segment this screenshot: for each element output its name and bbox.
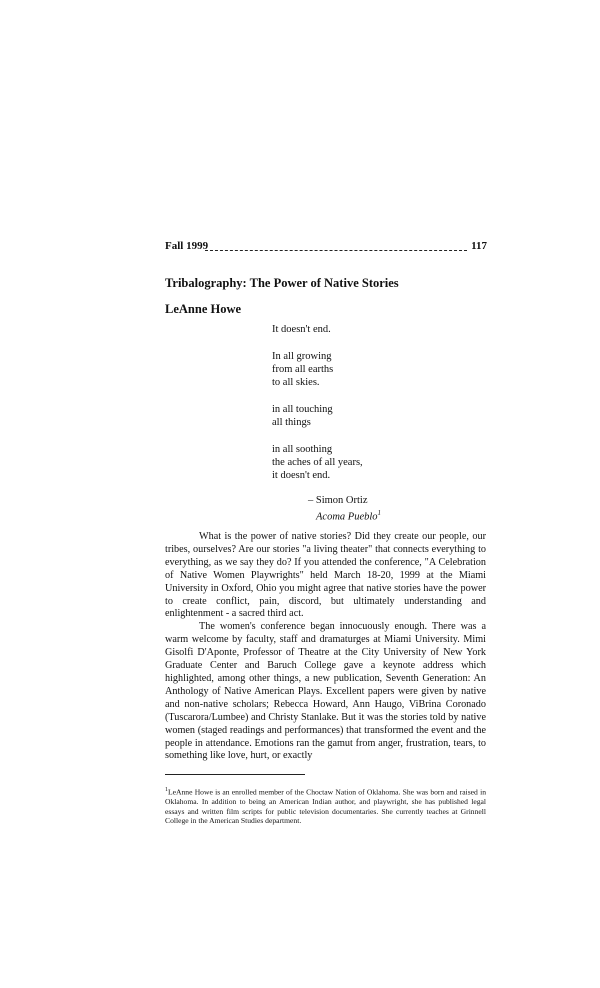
body-paragraph: The women's conference began innocuously enough. There was a warm welcome by faculty, staff and dramaturges at Miami University. Mimi Gisolfi D'Aponte, Professor of Theatre at the City University of New York Graduate Center and Baruch College gave a keynote address which highlighted, among other things, a new publication, Seventh Generation: An Anthology of Native American Plays. Excellent papers were given by native and non-native scholars; Rebecca Howard, Ann Haugo, ViBrina Coronado (Tuscarora/Lumbee) and Christy Stanlake. But it was the stories told by native women (staged readings and performances) that transformed the event and the people in attendance. Emotions ran the gamut from anger, frustration, tears, to something like love, hurt, or exactly: [165, 621, 486, 762]
footnote-rule: [165, 774, 305, 775]
poem-line: all things: [272, 417, 311, 429]
epigraph-poem: [272, 323, 363, 496]
poet-name: – Simon Ortiz: [308, 495, 368, 506]
poem-line: In all growing: [272, 350, 332, 362]
poem-stanza: [272, 443, 363, 483]
running-head-rule: [205, 250, 467, 251]
poem-stanza: [272, 350, 363, 390]
poem-stanza: [272, 323, 363, 336]
article-title: Tribalography: The Power of Native Stories: [165, 276, 399, 290]
poem-line: it doesn't end.: [272, 470, 331, 482]
poem-stanza: [272, 403, 363, 430]
poet-affiliation: [308, 507, 381, 524]
footnote: [165, 786, 486, 826]
issue-date: Fall 1999: [165, 240, 209, 252]
footnote-text: LeAnne Howe is an enrolled member of the Choctaw Nation of Oklahoma. She was born and raised in Oklahoma. In addition to being an American Indian author, and playwright, she has published legal essays and written film scripts for public television documentaries. She currently teaches at Grinnell College in the American Studies department.: [165, 787, 486, 826]
epigraph-attribution: [308, 494, 381, 524]
poem-line: in all soothing: [272, 443, 333, 455]
article-author: LeAnne Howe: [165, 302, 242, 316]
footnote-mark: 1: [165, 787, 168, 793]
poet-pueblo: Acoma Pueblo: [316, 511, 378, 523]
article-body: [165, 531, 486, 763]
page-number: 117: [471, 240, 487, 252]
footnote-reference[interactable]: 1: [377, 509, 382, 518]
poem-line: in all touching: [272, 403, 333, 415]
poem-line: It doesn't end.: [272, 324, 331, 335]
poem-line: from all earths: [272, 363, 334, 375]
poem-line: the aches of all years,: [272, 456, 363, 468]
body-paragraph: What is the power of native stories? Did they create our people, our tribes, ourselves? Are our stories "a living theater" that connects everything to everything, as we say they do? If you attended the conference, "A Celebration of Native Women Playwrights" held March 18-20, 1999 at the Miami University in Oxford, Ohio you might agree that native stories have the power to create conflict, pain, discord, but ultimately understanding and enlightenment - a sacred third act.: [165, 531, 486, 620]
running-head: [165, 240, 487, 254]
poem-line: to all skies.: [272, 377, 320, 389]
